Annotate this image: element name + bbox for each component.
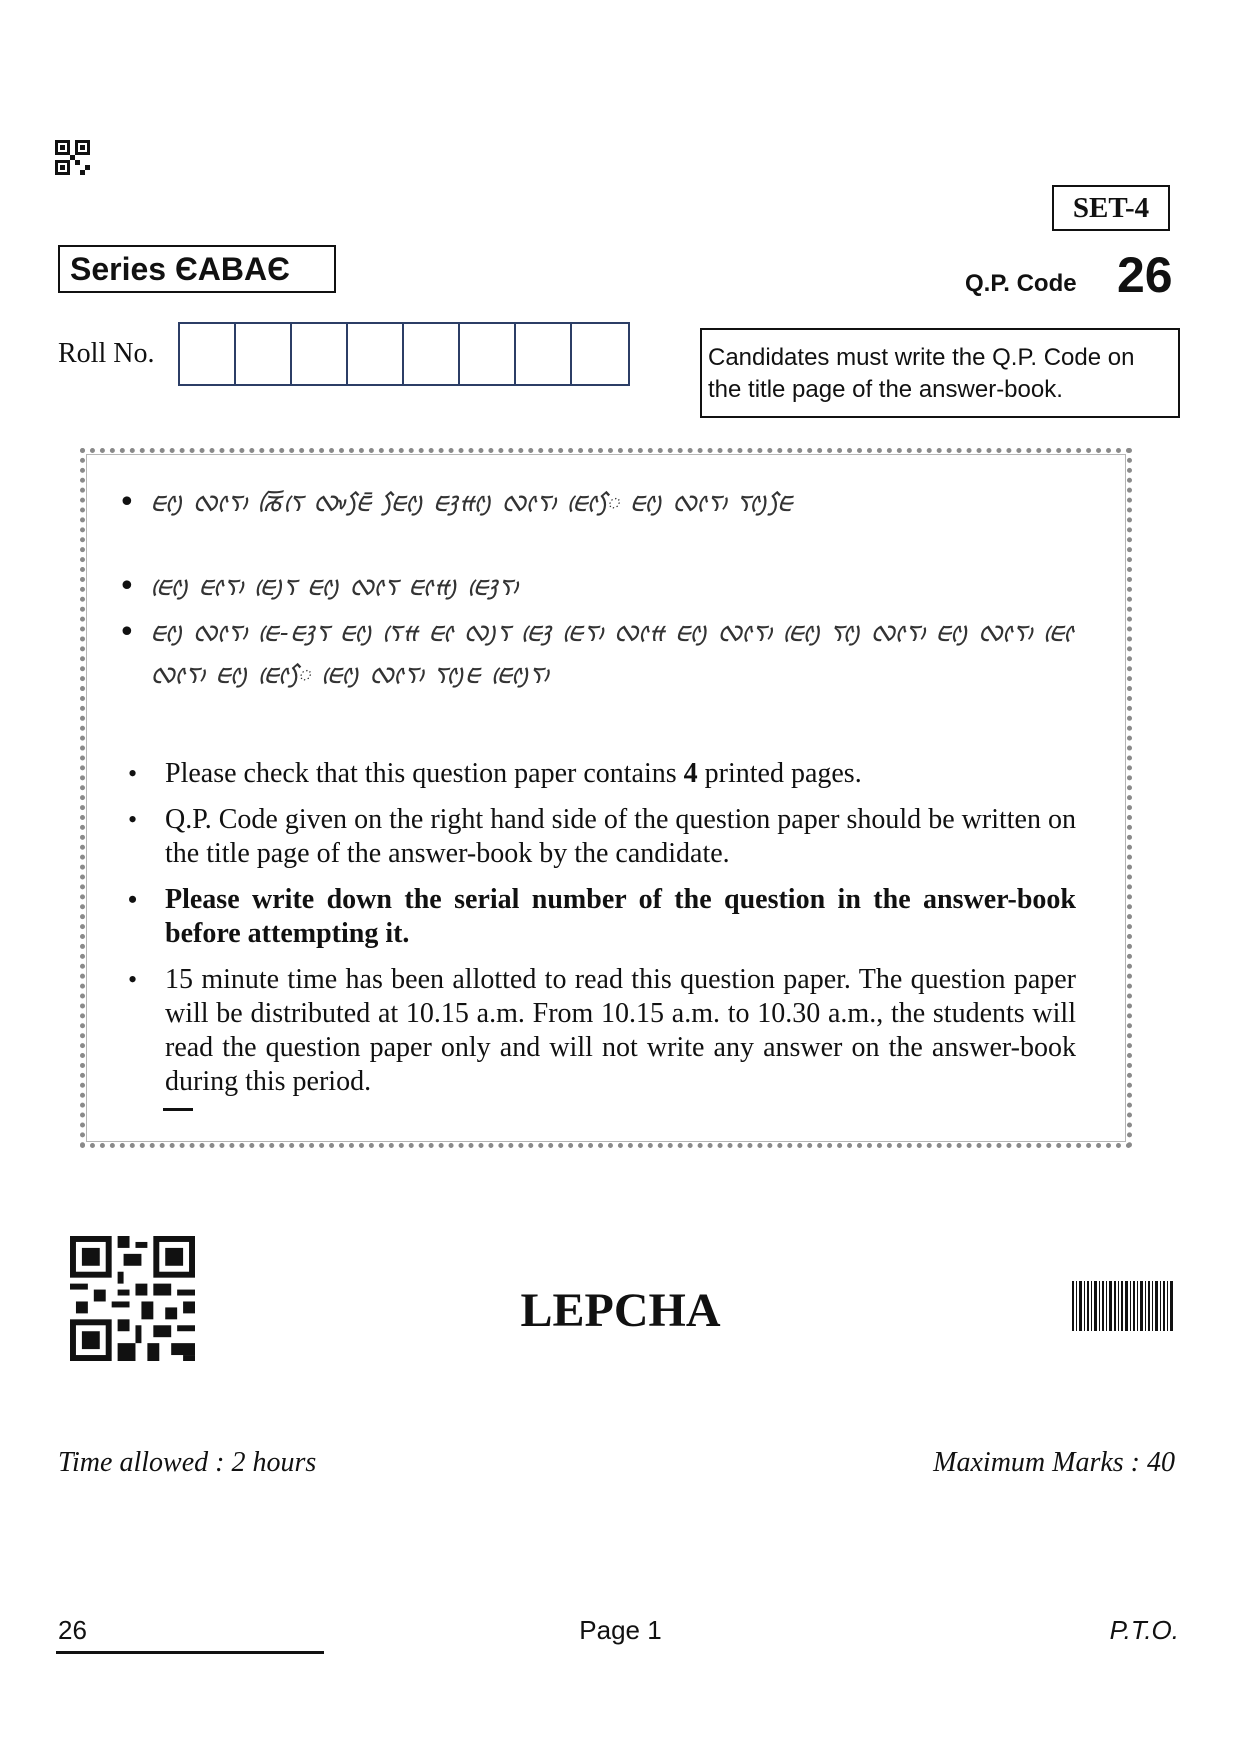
roll-no-cell[interactable] (460, 324, 516, 384)
bullet-icon: • (118, 615, 136, 650)
bullet-icon: • (128, 965, 138, 994)
footer-code: 26 (58, 1615, 87, 1645)
bullet-icon: • (128, 885, 138, 914)
roll-no-cell[interactable] (404, 324, 460, 384)
roll-no-cell[interactable] (292, 324, 348, 384)
subject-title: LEPCHA (520, 1284, 721, 1337)
time-allowed: Time allowed : 2 hours (58, 1447, 317, 1478)
dash-divider (163, 1108, 193, 1111)
qp-code-value: 26 (1117, 247, 1173, 303)
roll-no-cell[interactable] (516, 324, 572, 384)
candidate-note: Candidates must write the Q.P. Code on the title page of the answer-book. (700, 328, 1180, 418)
footer-pto: P.T.O. (1109, 1615, 1179, 1645)
roll-no-cell[interactable] (348, 324, 404, 384)
bullet-icon: • (118, 485, 136, 520)
small-qr-code-icon (55, 140, 90, 175)
roll-no-cell[interactable] (572, 324, 628, 384)
roll-no-boxes[interactable] (178, 322, 630, 386)
footer-page-number: Page 1 (579, 1615, 662, 1645)
english-instruction: • Please check that this question paper contains 4 printed pages. (128, 758, 862, 789)
lepcha-instruction: • ᰀᰦᰪ ᰜᰦᰛᰥ ᰀᰨ-ᰀᰫᰛ ᰀᰦᰪ ᰛᰨᰙ ᰀᰦ ᰜᰪᰛ ᰀᰨᰫ ᰀᰨᰛᰥ ᰜᰦᰙ ᰀᰦᰪ ᰜᰦᰛᰥ ᰀᰨᰦᰪ ᰛᰦᰪ ᰜᰦᰛᰥ ᰀᰦᰪ ᰜᰦᰛᰥ ᰀᰨᰦ ᰜᰦᰛᰥ ᰀᰦᰪ ᰀᰨᰦᰧ ᰀᰨᰦᰪ ᰜᰦᰛᰥ ᰛᰦᰪᰀ ᰀᰨᰦᰪᰛᰥ (118, 612, 1078, 696)
english-instruction: • Q.P. Code given on the right hand side of the question paper should be written on the title page of the answer-book by the candidate. (128, 804, 1076, 869)
maximum-marks: Maximum Marks : 40 (933, 1447, 1175, 1478)
roll-no-cell[interactable] (180, 324, 236, 384)
english-instruction: • Please write down the serial number of the question in the answer-book before attempting it. (128, 884, 1076, 949)
lepcha-instruction: • ᰀᰨᰦᰪ ᰀᰦᰛᰥ ᰀᰨᰪᰛ ᰀᰦᰪ ᰜᰦᰛ ᰀᰦᰙᰪ ᰀᰨᰫᰛᰥ (118, 566, 1078, 608)
set-label: SET-4 (1052, 185, 1170, 231)
qp-code-label: Q.P. Code (965, 270, 1077, 297)
footer-underline (56, 1651, 324, 1654)
roll-no-label: Roll No. (58, 338, 155, 369)
bullet-icon: • (128, 805, 138, 834)
lepcha-instruction: • ᰀᰦᰪ ᰜᰦᰛᰥ ᰕᰩᰛᰨ ᰜᰤᰀᰧᰳ ᰀᰧᰦᰪ ᰀᰫᰙᰦᰪ ᰜᰦᰛᰥ ᰀᰨᰦᰧ ᰀᰦᰪ ᰜᰦᰛᰥ ᰛᰦᰪᰀᰧ (118, 482, 1078, 524)
barcode-icon (1072, 1281, 1174, 1331)
roll-no-cell[interactable] (236, 324, 292, 384)
bullet-icon: • (128, 759, 138, 788)
bullet-icon: • (118, 569, 136, 604)
series-label: Series ЄABAЄ (58, 245, 336, 293)
english-instruction: • 15 minute time has been allotted to read this question paper. The question paper will be distributed at 10.15 a.m. From 10.15 a.m. to 10.30 a.m., the students will read the question paper only and will not write any answer on the answer-book during this period. (128, 964, 1076, 1097)
